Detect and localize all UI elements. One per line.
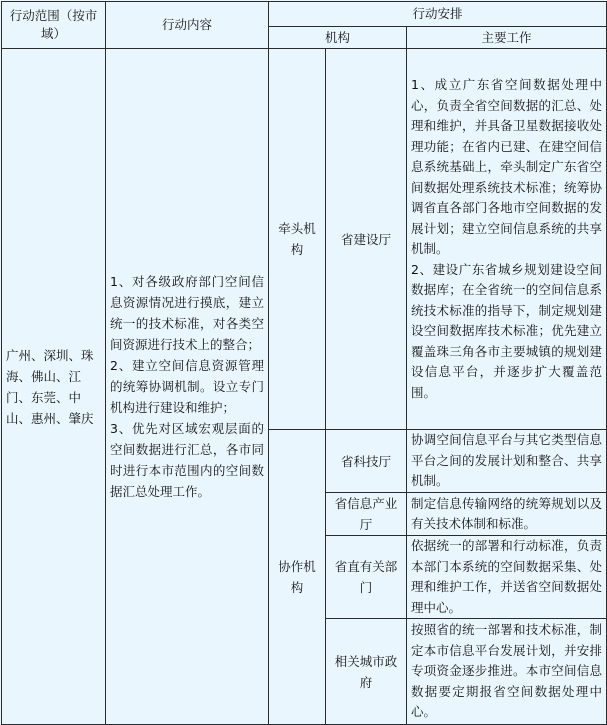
content-item-3: 3、优先对区域宏观层面的空间数据进行汇总，各市同时进行本市范围内的空间数据汇总处理工作。 — [110, 421, 264, 499]
header-agency: 机构 — [269, 27, 407, 49]
scope-cities: 广州、深圳、珠海、佛山、江门、东莞、中山、惠州、肇庆 — [2, 49, 106, 725]
action-content — [106, 49, 269, 725]
header-scope: 行动范围（按市域） — [2, 2, 106, 49]
lead-row — [2, 49, 607, 430]
lead-work-item-1: 1、成立广东省空间数据处理中心，负责全省空间数据的汇总、处理和维护，并具备卫星数据接收处理功能；在省内已建、在建空间信息系统基础上，牵头制定广东省空间数据处理系统技术标准；统筹协调省直各部门各地市空间数据的发展计划；建立空间信息系统的共享机制。 — [411, 77, 602, 256]
header-work: 主要工作 — [407, 27, 607, 49]
coop-agency-1: 省科技厅 — [326, 430, 407, 493]
header-content: 行动内容 — [106, 2, 269, 49]
coop-group: 协作机构 — [269, 430, 326, 725]
coop-work-2: 制定信息传输网络的统筹规划以及有关技术体制和标准。 — [407, 493, 607, 536]
lead-work-item-2: 2、建设广东省城乡规划建设空间数据库；在全省统一的空间信息系统技术标准的指导下，制定规划建设空间数据库技术标准；优先建立覆盖珠三角各市主要城镇的规划建设信息平台，并逐步扩大覆盖范围。 — [411, 261, 602, 400]
content-item-1: 1、对各级政府部门空间信息资源情况进行摸底，建立统一的技术标准，对各类空间资源进行技术上的整合； — [110, 274, 264, 352]
coop-agency-4: 相关城市政府 — [326, 619, 407, 725]
content-item-2: 2、建立空间信息资源管理的统筹协调机制。设立专门机构进行建设和维护； — [110, 358, 264, 415]
lead-group: 牵头机构 — [269, 49, 326, 430]
header-arrangement: 行动安排 — [269, 2, 607, 27]
lead-agency: 省建设厅 — [326, 49, 407, 430]
action-plan-table — [1, 1, 607, 725]
coop-work-4: 按照省的统一部署和技术标准，制定本市信息平台发展计划，并安排专项资金逐步推进。本市空间信息数据要定期报省空间数据处理中心。 — [407, 619, 607, 725]
coop-agency-2: 省信息产业厅 — [326, 493, 407, 536]
coop-agency-3: 省直有关部门 — [326, 536, 407, 619]
header-row-1 — [2, 2, 607, 27]
lead-work — [407, 49, 607, 430]
coop-work-1: 协调空间信息平台与其它类型信息平台之间的发展计划和整合、共享机制。 — [407, 430, 607, 493]
coop-work-3: 依据统一的部署和行动标准，负责本部门本系统的空间数据采集、处理和维护工作，并送省空间数据处理中心。 — [407, 536, 607, 619]
